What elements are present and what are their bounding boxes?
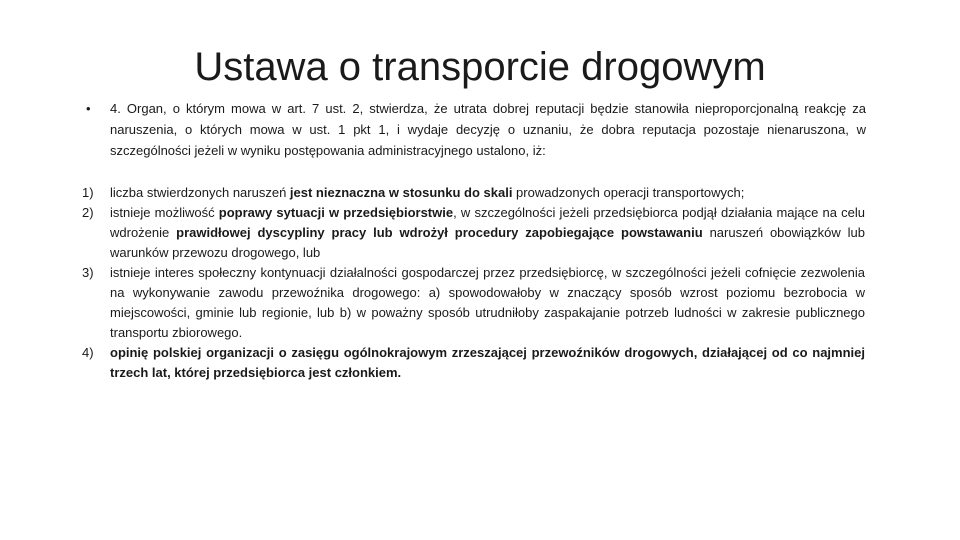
list-item-text — [110, 183, 865, 203]
list-item — [82, 343, 865, 383]
conditions-list — [82, 183, 865, 383]
list-item-number: 2) — [82, 205, 94, 220]
bold-text-run: jest nieznaczna w stosunku do skali — [289, 185, 513, 200]
list-item — [82, 263, 865, 343]
text-run: liczba stwierdzonych naruszeń — [110, 185, 290, 200]
list-item-number: 3) — [82, 265, 94, 280]
text-run: prowadzonych operacji transportowych; — [512, 185, 745, 200]
text-run: istnieje interes społeczny kontynuacji działalności gospodarczej przez przedsiębiorcę, w szczególności jeżeli cofnięcie zezwolenia na wykonywanie zawodu przewoźnika drogowego: a) spowodowałoby w znaczący sposób wzrost poziomu bezrobocia w miejscowości, gminie lub regionie, lub b) w poważny sposób utrudniłoby zaspakajanie potrzeb ludności w zakresie publicznego transportu zbiorowego. — [110, 265, 865, 340]
bold-text-run: prawidłowej dyscypliny pracy lub wdrożył procedury zapobiegające powstawaniu — [176, 225, 703, 240]
intro-text: 4. Organ, o którym mowa w art. 7 ust. 2, stwierdza, że utrata dobrej reputacji będzie stanowiła nieproporcjonalną reakcję za naruszenia, o których mowa w ust. 1 pkt 1, i wydaje decyzję o uznaniu, że dobra reputacja pozostaje nienaruszona, w szczególności jeżeli w wyniku postępowania administracyjnego ustalono, iż: — [110, 101, 866, 158]
text-run: , w szczególności jeżeli przedsiębiorca podjął działania mające na celu wdrożenie — [110, 205, 866, 240]
bullet-marker: • — [86, 101, 91, 116]
list-item-text — [110, 203, 865, 263]
text-run: naruszeń obowiązków lub warunków przewozu drogowego, lub — [110, 225, 866, 260]
bold-text-run: opinię polskiej organizacji o zasięgu ogólnokrajowym zrzeszającej przewoźników drogowych, działającej od co najmniej trzech lat, której przedsiębiorca jest członkiem. — [110, 345, 865, 380]
list-item — [82, 203, 865, 263]
list-item — [82, 183, 865, 203]
list-item-text — [110, 263, 865, 343]
page-title: Ustawa o transporcie drogowym — [194, 45, 766, 89]
bold-text-run: poprawy sytuacji w przedsiębiorstwie — [218, 205, 454, 220]
text-run: istnieje możliwość — [110, 205, 219, 220]
list-item-text — [110, 343, 865, 383]
list-item-number: 4) — [82, 345, 94, 360]
intro-paragraph — [86, 98, 866, 161]
list-item-number: 1) — [82, 185, 94, 200]
